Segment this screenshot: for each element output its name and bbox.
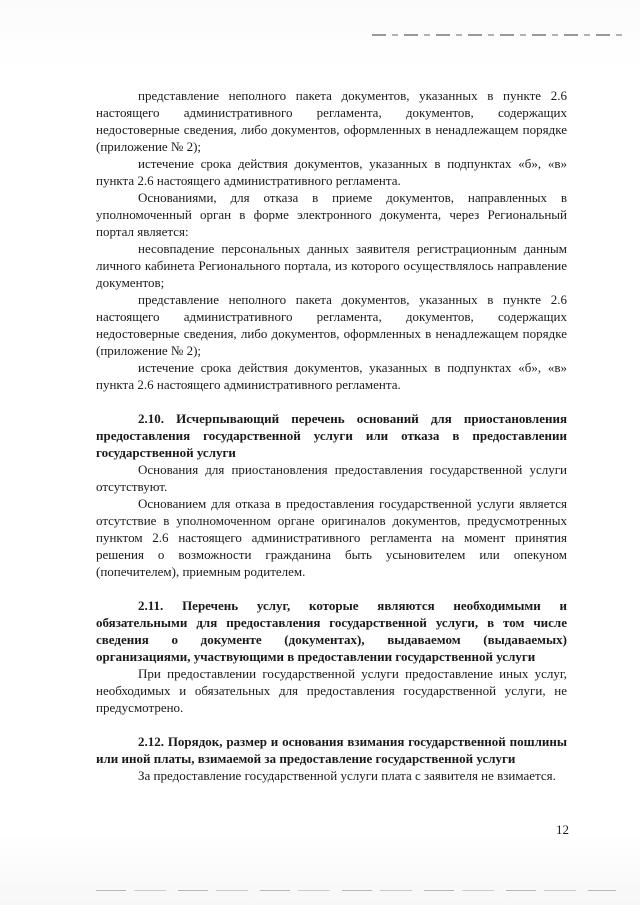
section-heading-2-11: 2.11. Перечень услуг, которые являются необходимыми и обязательными для предоставления государственной услуги, в том числе сведения о документе (документах), выдаваемом (выдаваемых) организациями, участвующими в предоставлении государственной услуги: [96, 598, 567, 664]
paragraph: Основанием для отказа в предоставления государственной услуги является отсутствие в уполномоченном органе оригиналов документов, предусмотренных пунктом 2.6 настоящего административного регламента на момент принятия решения о возможности гражданина быть усыновителем или опекуном (попечителем), приемным родителем.: [96, 496, 567, 579]
paragraph: Основания для приостановления предоставления государственной услуги отсутствуют.: [96, 462, 567, 494]
page-number: 12: [556, 822, 569, 837]
scan-artifact-top: [372, 34, 622, 36]
document-body: [96, 87, 567, 784]
paragraph: При предоставлении государственной услуги предоставление иных услуг, необходимых и обязательных для предоставления государственной услуги, не предусмотрено.: [96, 666, 567, 715]
paragraph: представление неполного пакета документов, указанных в пункте 2.6 настоящего административного регламента, документов, содержащих недостоверные сведения, либо документов, оформленных в ненадлежащем порядке (приложение № 2);: [96, 292, 567, 358]
scan-artifact-bottom: [96, 890, 616, 891]
paragraph: истечение срока действия документов, указанных в подпунктах «б», «в» пункта 2.6 настоящего административного регламента.: [96, 360, 567, 392]
section-heading-2-10: 2.10. Исчерпывающий перечень оснований для приостановления предоставления государственной услуги или отказа в предоставлении государственной услуги: [96, 411, 567, 460]
paragraph: представление неполного пакета документов, указанных в пункте 2.6 настоящего административного регламента, документов, содержащих недостоверные сведения, либо документов, оформленных в ненадлежащем порядке (приложение № 2);: [96, 88, 567, 154]
section-heading-2-12: 2.12. Порядок, размер и основания взимания государственной пошлины или иной платы, взимаемой за предоставление государственной услуги: [96, 734, 567, 766]
paragraph: За предоставление государственной услуги плата с заявителя не взимается.: [138, 768, 556, 783]
paragraph: истечение срока действия документов, указанных в подпунктах «б», «в» пункта 2.6 настоящего административного регламента.: [96, 156, 567, 188]
paragraph: Основаниями, для отказа в приеме документов, направленных в уполномоченный орган в форме электронного документа, через Региональный портал является:: [96, 190, 567, 239]
paragraph: несовпадение персональных данных заявителя регистрационным данным личного кабинета Регионального портала, из которого осуществлялось направление документов;: [96, 241, 567, 290]
